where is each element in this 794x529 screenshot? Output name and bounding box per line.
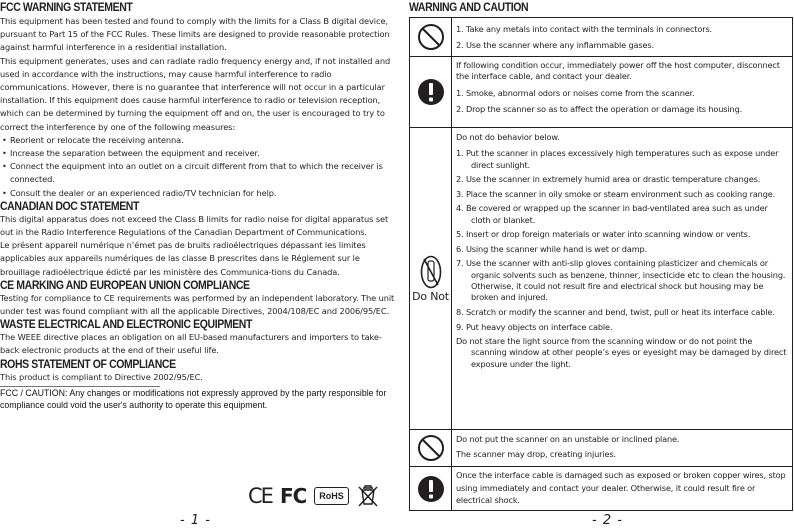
warning-table — [409, 17, 793, 511]
text-cell — [452, 18, 792, 56]
page-number-right: - 2 - — [592, 513, 623, 528]
warning-line: 1. Take any metals into contact with the terminals in connectors. — [456, 24, 713, 34]
divider — [0, 386, 160, 387]
fcc-caution-label: FCC / CAUTION: — [0, 387, 68, 398]
text-cell — [452, 467, 792, 510]
fcc-bullet: • Increase the separation between the equipment and receiver. — [0, 147, 395, 160]
warning-item: 6. Using the scanner while hand is wet or damp. — [456, 243, 648, 254]
fcc-bullet: • Connect the equipment into an outlet on a circuit different from that to which the receiver is connected. — [0, 160, 395, 186]
compliance-logos — [248, 484, 379, 508]
ce-mark-logo: CE — [248, 484, 272, 508]
warning-item: Do not stare the light source from the scanning window or do not point the scanning window at other people’s eyes or eyesight may be damaged by direct exposure under the light. — [456, 336, 787, 369]
text-cell — [452, 128, 792, 429]
canadian-french-text: Le présent appareil numérique n’émet pas de bruits radioélectriques dépassant les limites applicables aux appareils numériques de las classe B prescrites dans le Réglement sur le brouillage radioélectrique édicté par les ministère des Communica-tions du Canada. — [0, 240, 366, 277]
prohibited-icon — [417, 434, 445, 462]
warning-line: 2. Drop the scanner so as to affect the operation or damage its housing. — [456, 104, 743, 114]
warning-row — [410, 429, 792, 466]
warning-heading: WARNING AND CAUTION — [409, 0, 529, 14]
ce-text: Testing for compliance to CE requirements was performed by an independent laboratory. The unit under test was found compliant with all the applicable Directives, 2004/108/EC and 2006/95/EC. — [0, 292, 395, 317]
rohs-heading: ROHS STATEMENT OF COMPLIANCE — [0, 356, 176, 371]
fcc-paragraph-2: This equipment generates, uses and can radiate radio frequency energy and, if not installed and used in accordance with the instructions, may cause harmful interference to radio communications. However, there is no guarantee that interference will not occur in a particular installation. If this equipment does cause harmful interference to radio or television reception, which can be determined by turning the equipment off and on, the user is encouraged to try to correct the interference by one of the following measures: — [0, 55, 391, 132]
weee-text: The WEEE directive places an obligation on all EU-based manufacturers and importers to take-back electronic products at the end of their useful life. — [0, 332, 382, 356]
do-not-disassemble-icon — [420, 255, 442, 289]
text-cell — [452, 57, 792, 127]
icon-cell — [410, 128, 452, 429]
warning-line: 1. Smoke, abnormal odors or noises come from the scanner. — [456, 88, 695, 98]
do-not-label: Do Not — [412, 289, 449, 303]
warning-line: The scanner may drop, creating injuries. — [456, 449, 616, 459]
warning-line: If following condition occur, immediately power off the host computer, disconnect the interface cable, and contact your dealer. — [456, 60, 780, 81]
warning-item: 8. Scratch or modify the scanner and bend, twist, pull or heat its interface cable. — [456, 306, 775, 317]
warning-row — [410, 466, 792, 510]
weee-bin-icon — [357, 484, 379, 508]
warning-row — [410, 127, 792, 429]
icon-cell — [410, 467, 452, 510]
warning-item: 3. Place the scanner in oily smoke or steam environment such as cooking range. — [456, 188, 776, 199]
rohs-logo: RoHS — [314, 487, 349, 505]
fcc-logo: FC — [279, 484, 307, 508]
fcc-caution-text: Any changes or modifications not expressly approved by the party responsible for compliance could void the user's authority to operate this equipment. — [0, 387, 387, 410]
canadian-english-text: This digital apparatus does not exceed the Class B limits for radio noise for digital apparatus set out in the Radio Interference Regulations of the Canadian Department of Communications. — [0, 213, 389, 238]
fcc-heading: FCC WARNING STATEMENT — [0, 0, 133, 14]
text-cell — [452, 430, 792, 466]
warning-row — [410, 56, 792, 127]
ce-heading: CE MARKING AND EUROPEAN UNION COMPLIANCE — [0, 277, 250, 292]
exclamation-icon — [417, 78, 445, 106]
warning-item: 4. Be covered or wrapped up the scanner in bad-ventilated area such as under cloth or blanket. — [456, 203, 768, 225]
warning-line: Do not put the scanner on an unstable or inclined plane. — [456, 434, 680, 444]
icon-cell — [410, 430, 452, 466]
warning-item: 9. Put heavy objects on interface cable. — [456, 321, 613, 332]
page-1 — [0, 0, 395, 529]
warning-item: 7. Use the scanner with anti-slip gloves containing plasticizer and chemicals or organic solvents such as benzene, thinner, insecticide etc to clean the housing. Otherwise, it could not result fire and electrical shock but housing may be broken and injured. — [456, 258, 786, 303]
warning-item: 5. Insert or drop foreign materials or water into scanning window or vents. — [456, 229, 751, 240]
warning-item: 1. Put the scanner in places excessively high temperatures such as expose under direct sunlight. — [456, 148, 779, 170]
page-number-left: - 1 - — [180, 513, 211, 528]
fcc-caution-notice — [0, 386, 395, 411]
warning-intro: Do not do behavior below. — [456, 132, 560, 142]
weee-heading: WASTE ELECTRICAL AND ELECTRONIC EQUIPMENT — [0, 317, 252, 332]
page-2 — [409, 0, 794, 529]
fcc-paragraph-1: This equipment has been tested and found to comply with the limits for a Class B digital device, pursuant to Part 15 of the FCC Rules. These limits are designed to provide reasonable protection against harmful interference in a residential installation. — [0, 16, 390, 53]
icon-cell — [410, 18, 452, 56]
canadian-heading: CANADIAN DOC STATEMENT — [0, 198, 139, 213]
warning-row — [410, 18, 792, 56]
warning-line: 2. Use the scanner where any inflammable gases. — [456, 40, 654, 50]
icon-cell — [410, 57, 452, 127]
warning-item: 2. Use the scanner in extremely humid area or drastic temperature changes. — [456, 174, 761, 185]
rohs-text: This product is compliant to Directive 2002/95/EC. — [0, 371, 203, 382]
fcc-bullet: • Reorient or relocate the receiving antenna. — [0, 134, 395, 147]
warning-line: Once the interface cable is damaged such as exposed or broken copper wires, stop using immediately and contact your dealer. Otherwise, it could result fire or electrical shock. — [456, 470, 786, 505]
prohibited-icon — [417, 23, 445, 51]
exclamation-icon — [417, 475, 445, 503]
fcc-bullet: • Consult the dealer or an experienced radio/TV technician for help. — [0, 187, 395, 200]
